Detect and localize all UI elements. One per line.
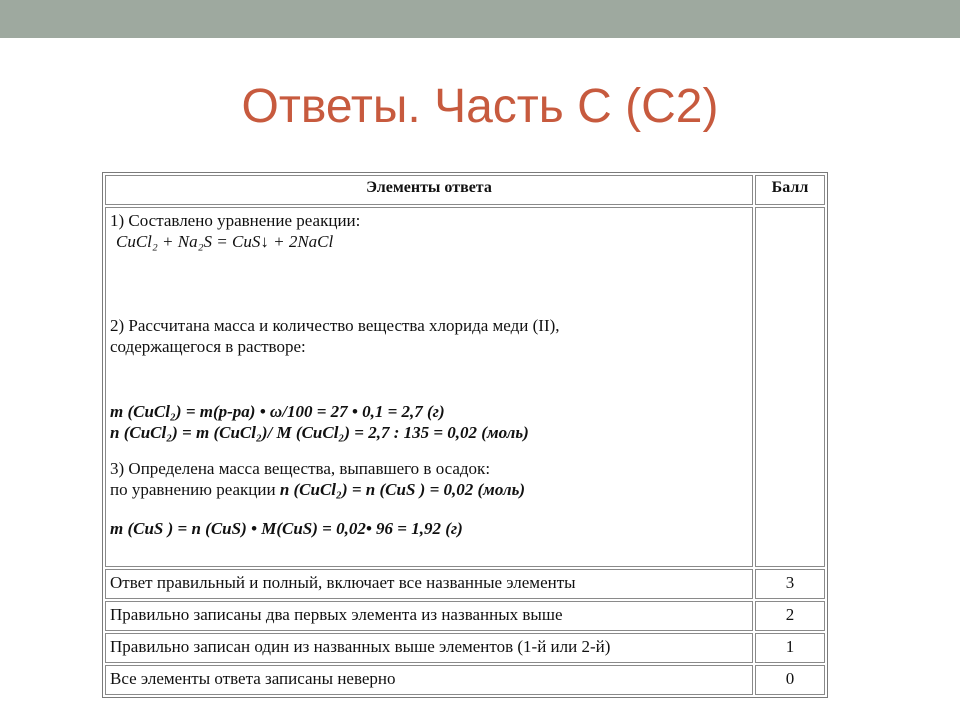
criteria-row (105, 665, 825, 695)
criteria-text: Ответ правильный и полный, включает все названные элементы (105, 569, 753, 599)
header-points: Балл (755, 175, 825, 205)
step3-line (110, 479, 748, 500)
solution-row (105, 207, 825, 567)
solution-cell (105, 207, 753, 567)
criteria-points: 0 (755, 665, 825, 695)
step3-line-prefix: по уравнению реакции (110, 479, 280, 499)
criteria-points: 3 (755, 569, 825, 599)
answer-table-image (102, 172, 828, 698)
step2-calc-moles: n (CuCl₂) = m (CuCl₂)/ M (CuCl₂) = 2,7 : 135 = 0,02 (моль) (110, 423, 529, 443)
slide-title: Ответы. Часть С (С2) (241, 80, 719, 133)
table-header-row (105, 175, 825, 205)
step1-text: 1) Составлено уравнение реакции: (110, 211, 361, 230)
solution-points-cell (755, 207, 825, 567)
step2-calc-mass: m (CuCl₂) = m(р-ра) • ω/100 = 27 • 0,1 = 2,7 (г) (110, 402, 445, 421)
criteria-points: 2 (755, 601, 825, 631)
criteria-row (105, 569, 825, 599)
step3-calc-mass: m (CuS ) = n (CuS) • M(CuS) = 0,02• 96 = 1,92 (г) (110, 519, 463, 538)
top-accent-bar (0, 0, 960, 38)
step1-equation: CuCl₂ + Na₂S = CuS↓ + 2NaCl (116, 232, 334, 252)
criteria-text: Правильно записан один из названных выше элементов (1-й или 2-й) (105, 633, 753, 663)
criteria-row (105, 601, 825, 631)
criteria-points: 1 (755, 633, 825, 663)
criteria-text: Все элементы ответа записаны неверно (105, 665, 753, 695)
step3-line-formula: n (CuCl₂) = n (CuS ) = 0,02 (моль) (279, 479, 526, 499)
step3-text: 3) Определена масса вещества, выпавшего в осадок: (110, 458, 491, 478)
step2-text-line1: 2) Рассчитана масса и количество вещества хлорида меди (II), (110, 315, 560, 335)
criteria-text: Правильно записаны два первых элемента из названных выше (105, 601, 753, 631)
header-elements: Элементы ответа (105, 175, 753, 205)
answer-table (102, 172, 828, 698)
criteria-row (105, 633, 825, 663)
step2-text-line2: содержащегося в растворе: (110, 336, 306, 356)
